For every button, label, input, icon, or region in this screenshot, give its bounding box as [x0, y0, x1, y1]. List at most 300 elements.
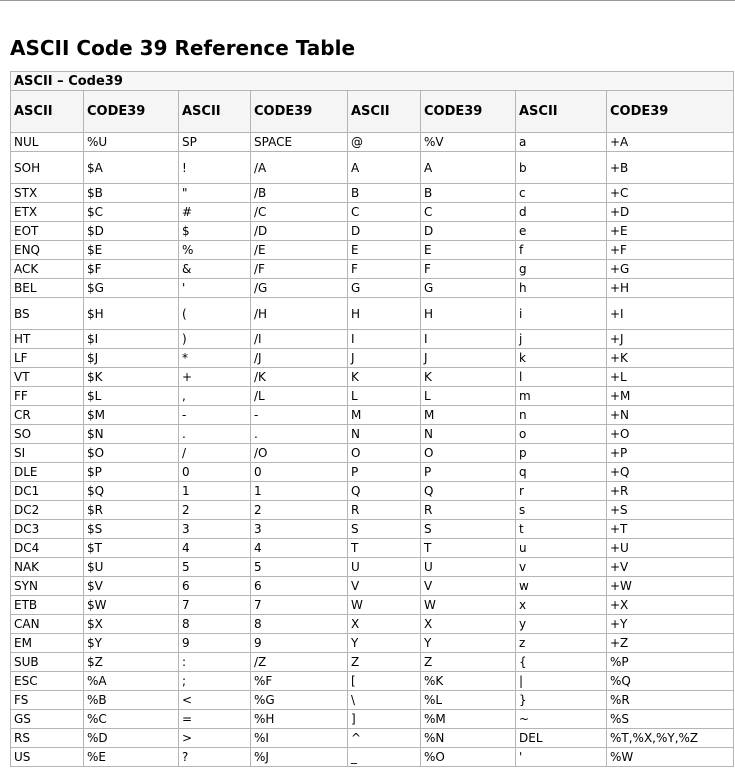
table-cell: t: [516, 520, 607, 539]
column-header: ASCII: [348, 91, 421, 133]
table-caption: ASCII – Code39: [11, 72, 734, 91]
table-cell: K: [421, 368, 516, 387]
table-row: [11, 298, 734, 330]
table-cell: &: [179, 260, 251, 279]
table-cell: k: [516, 349, 607, 368]
table-cell: ": [179, 184, 251, 203]
table-cell: c: [516, 184, 607, 203]
table-cell: SUB: [11, 653, 84, 672]
table-cell: $Z: [84, 653, 179, 672]
table-cell: EM: [11, 634, 84, 653]
table-cell: @: [348, 133, 421, 152]
table-cell: 1: [179, 482, 251, 501]
column-header: CODE39: [84, 91, 179, 133]
table-cell: 7: [179, 596, 251, 615]
table-row: [11, 520, 734, 539]
table-cell: $B: [84, 184, 179, 203]
table-cell: V: [421, 577, 516, 596]
table-cell: Q: [348, 482, 421, 501]
table-row: [11, 729, 734, 748]
table-row: [11, 184, 734, 203]
table-cell: +L: [607, 368, 734, 387]
table-row: [11, 710, 734, 729]
ascii-code39-table: [10, 71, 734, 767]
table-cell: Y: [421, 634, 516, 653]
table-cell: %S: [607, 710, 734, 729]
table-cell: K: [348, 368, 421, 387]
table-cell: ?: [179, 748, 251, 767]
table-cell: D: [421, 222, 516, 241]
table-cell: SO: [11, 425, 84, 444]
table-cell: $K: [84, 368, 179, 387]
table-cell: G: [421, 279, 516, 298]
table-cell: M: [348, 406, 421, 425]
table-cell: %O: [421, 748, 516, 767]
table-cell: a: [516, 133, 607, 152]
table-cell: g: [516, 260, 607, 279]
table-cell: #: [179, 203, 251, 222]
table-cell: b: [516, 152, 607, 184]
table-cell: 5: [251, 558, 348, 577]
table-row: [11, 558, 734, 577]
table-cell: O: [421, 444, 516, 463]
table-cell: %N: [421, 729, 516, 748]
table-row: [11, 279, 734, 298]
table-cell: /I: [251, 330, 348, 349]
table-cell: $T: [84, 539, 179, 558]
table-cell: -: [251, 406, 348, 425]
table-cell: /H: [251, 298, 348, 330]
table-row: [11, 425, 734, 444]
table-cell: }: [516, 691, 607, 710]
table-cell: C: [421, 203, 516, 222]
table-cell: F: [348, 260, 421, 279]
table-cell: SOH: [11, 152, 84, 184]
table-cell: %: [179, 241, 251, 260]
table-row: [11, 482, 734, 501]
table-cell: |: [516, 672, 607, 691]
table-cell: U: [348, 558, 421, 577]
column-header: CODE39: [607, 91, 734, 133]
table-cell: +N: [607, 406, 734, 425]
table-cell: m: [516, 387, 607, 406]
table-cell: +T: [607, 520, 734, 539]
table-cell: /J: [251, 349, 348, 368]
table-cell: %D: [84, 729, 179, 748]
table-cell: i: [516, 298, 607, 330]
table-cell: >: [179, 729, 251, 748]
table-cell: v: [516, 558, 607, 577]
table-row: [11, 222, 734, 241]
table-cell: $L: [84, 387, 179, 406]
table-cell: $F: [84, 260, 179, 279]
table-cell: +Y: [607, 615, 734, 634]
table-cell: +G: [607, 260, 734, 279]
table-row: [11, 133, 734, 152]
table-cell: %T,%X,%Y,%Z: [607, 729, 734, 748]
table-cell: %Q: [607, 672, 734, 691]
table-cell: ACK: [11, 260, 84, 279]
table-cell: %B: [84, 691, 179, 710]
table-cell: ': [179, 279, 251, 298]
table-cell: X: [421, 615, 516, 634]
table-cell: S: [421, 520, 516, 539]
table-cell: $U: [84, 558, 179, 577]
table-cell: h: [516, 279, 607, 298]
table-row: [11, 691, 734, 710]
table-cell: ~: [516, 710, 607, 729]
table-cell: +: [179, 368, 251, 387]
table-cell: +X: [607, 596, 734, 615]
table-cell: +P: [607, 444, 734, 463]
table-cell: I: [421, 330, 516, 349]
table-cell: BEL: [11, 279, 84, 298]
table-cell: GS: [11, 710, 84, 729]
table-cell: +S: [607, 501, 734, 520]
table-cell: $S: [84, 520, 179, 539]
table-cell: BS: [11, 298, 84, 330]
table-cell: /L: [251, 387, 348, 406]
table-cell: %H: [251, 710, 348, 729]
table-row: [11, 203, 734, 222]
table-cell: $: [179, 222, 251, 241]
table-cell: 0: [179, 463, 251, 482]
table-row: [11, 260, 734, 279]
table-cell: [: [348, 672, 421, 691]
table-row: [11, 634, 734, 653]
table-cell: R: [421, 501, 516, 520]
top-divider: [0, 0, 735, 1]
table-cell: SPACE: [251, 133, 348, 152]
table-cell: ;: [179, 672, 251, 691]
table-cell: +W: [607, 577, 734, 596]
table-cell: Q: [421, 482, 516, 501]
table-cell: -: [179, 406, 251, 425]
table-row: [11, 368, 734, 387]
table-cell: $Q: [84, 482, 179, 501]
table-cell: HT: [11, 330, 84, 349]
table-cell: SYN: [11, 577, 84, 596]
table-cell: ENQ: [11, 241, 84, 260]
table-row: [11, 672, 734, 691]
table-row: [11, 406, 734, 425]
table-cell: I: [348, 330, 421, 349]
table-cell: N: [421, 425, 516, 444]
table-cell: ): [179, 330, 251, 349]
table-cell: C: [348, 203, 421, 222]
table-cell: .: [179, 425, 251, 444]
table-cell: %R: [607, 691, 734, 710]
table-cell: +O: [607, 425, 734, 444]
table-cell: $O: [84, 444, 179, 463]
table-cell: $E: [84, 241, 179, 260]
table-cell: %G: [251, 691, 348, 710]
table-cell: o: [516, 425, 607, 444]
table-row: [11, 615, 734, 634]
table-cell: 1: [251, 482, 348, 501]
table-cell: %W: [607, 748, 734, 767]
table-row: [11, 444, 734, 463]
table-cell: /E: [251, 241, 348, 260]
table-cell: STX: [11, 184, 84, 203]
table-cell: 9: [179, 634, 251, 653]
table-cell: _: [348, 748, 421, 767]
table-cell: Y: [348, 634, 421, 653]
table-cell: +K: [607, 349, 734, 368]
table-cell: V: [348, 577, 421, 596]
table-cell: 8: [251, 615, 348, 634]
table-cell: E: [348, 241, 421, 260]
table-cell: +J: [607, 330, 734, 349]
table-cell: L: [348, 387, 421, 406]
table-cell: O: [348, 444, 421, 463]
table-cell: $I: [84, 330, 179, 349]
table-row: [11, 330, 734, 349]
table-cell: 8: [179, 615, 251, 634]
table-cell: %U: [84, 133, 179, 152]
table-cell: $G: [84, 279, 179, 298]
table-row: [11, 577, 734, 596]
table-cell: DC1: [11, 482, 84, 501]
table-cell: /A: [251, 152, 348, 184]
table-cell: /O: [251, 444, 348, 463]
table-cell: z: [516, 634, 607, 653]
table-cell: q: [516, 463, 607, 482]
table-cell: H: [421, 298, 516, 330]
table-cell: /G: [251, 279, 348, 298]
table-cell: 3: [251, 520, 348, 539]
table-cell: DC3: [11, 520, 84, 539]
table-cell: {: [516, 653, 607, 672]
table-cell: B: [348, 184, 421, 203]
table-cell: +I: [607, 298, 734, 330]
table-cell: %L: [421, 691, 516, 710]
table-cell: !: [179, 152, 251, 184]
table-cell: +Q: [607, 463, 734, 482]
table-cell: =: [179, 710, 251, 729]
table-cell: +H: [607, 279, 734, 298]
table-cell: %V: [421, 133, 516, 152]
table-row: [11, 596, 734, 615]
table-row: [11, 152, 734, 184]
table-row: [11, 748, 734, 767]
table-cell: F: [421, 260, 516, 279]
table-cell: FF: [11, 387, 84, 406]
table-cell: P: [348, 463, 421, 482]
table-row: [11, 539, 734, 558]
table-cell: *: [179, 349, 251, 368]
table-cell: H: [348, 298, 421, 330]
table-cell: $P: [84, 463, 179, 482]
table-cell: f: [516, 241, 607, 260]
table-row: [11, 241, 734, 260]
table-cell: s: [516, 501, 607, 520]
table-row: [11, 501, 734, 520]
table-cell: W: [421, 596, 516, 615]
table-cell: %E: [84, 748, 179, 767]
table-cell: R: [348, 501, 421, 520]
table-cell: J: [421, 349, 516, 368]
table-cell: %F: [251, 672, 348, 691]
table-cell: NUL: [11, 133, 84, 152]
table-cell: $A: [84, 152, 179, 184]
table-cell: (: [179, 298, 251, 330]
table-cell: +E: [607, 222, 734, 241]
table-cell: y: [516, 615, 607, 634]
table-cell: 5: [179, 558, 251, 577]
table-cell: U: [421, 558, 516, 577]
table-cell: T: [421, 539, 516, 558]
table-cell: ETB: [11, 596, 84, 615]
table-cell: P: [421, 463, 516, 482]
table-cell: CR: [11, 406, 84, 425]
table-cell: EOT: [11, 222, 84, 241]
table-row: [11, 463, 734, 482]
table-cell: %A: [84, 672, 179, 691]
table-cell: A: [421, 152, 516, 184]
table-cell: $D: [84, 222, 179, 241]
table-cell: SP: [179, 133, 251, 152]
table-cell: j: [516, 330, 607, 349]
table-cell: +R: [607, 482, 734, 501]
table-cell: S: [348, 520, 421, 539]
column-header: ASCII: [516, 91, 607, 133]
page-title: ASCII Code 39 Reference Table: [10, 36, 356, 60]
column-header: CODE39: [251, 91, 348, 133]
table-row: [11, 653, 734, 672]
table-cell: /K: [251, 368, 348, 387]
table-cell: $H: [84, 298, 179, 330]
table-cell: +U: [607, 539, 734, 558]
table-cell: FS: [11, 691, 84, 710]
table-row: [11, 387, 734, 406]
table-cell: D: [348, 222, 421, 241]
table-cell: 3: [179, 520, 251, 539]
table-cell: N: [348, 425, 421, 444]
table-cell: 0: [251, 463, 348, 482]
table-cell: DEL: [516, 729, 607, 748]
table-cell: u: [516, 539, 607, 558]
table-cell: Z: [348, 653, 421, 672]
table-cell: A: [348, 152, 421, 184]
table-cell: RS: [11, 729, 84, 748]
table-cell: %J: [251, 748, 348, 767]
table-cell: %P: [607, 653, 734, 672]
table-cell: J: [348, 349, 421, 368]
table-cell: 9: [251, 634, 348, 653]
table-cell: +B: [607, 152, 734, 184]
table-cell: $J: [84, 349, 179, 368]
table-cell: 7: [251, 596, 348, 615]
table-cell: <: [179, 691, 251, 710]
table-cell: E: [421, 241, 516, 260]
table-cell: T: [348, 539, 421, 558]
table-cell: +C: [607, 184, 734, 203]
table-cell: $N: [84, 425, 179, 444]
table-cell: ]: [348, 710, 421, 729]
table-cell: /C: [251, 203, 348, 222]
table-cell: %K: [421, 672, 516, 691]
table-cell: DLE: [11, 463, 84, 482]
table-cell: %C: [84, 710, 179, 729]
table-cell: 4: [179, 539, 251, 558]
table-cell: ESC: [11, 672, 84, 691]
table-cell: B: [421, 184, 516, 203]
table-cell: /: [179, 444, 251, 463]
table-cell: n: [516, 406, 607, 425]
table-cell: $M: [84, 406, 179, 425]
table-cell: +F: [607, 241, 734, 260]
table-cell: Z: [421, 653, 516, 672]
table-cell: ,: [179, 387, 251, 406]
table-cell: X: [348, 615, 421, 634]
table-cell: +Z: [607, 634, 734, 653]
table-cell: $X: [84, 615, 179, 634]
table-cell: +D: [607, 203, 734, 222]
table-cell: CAN: [11, 615, 84, 634]
table-cell: /Z: [251, 653, 348, 672]
table-cell: $C: [84, 203, 179, 222]
table-cell: VT: [11, 368, 84, 387]
table-cell: p: [516, 444, 607, 463]
table-cell: DC4: [11, 539, 84, 558]
table-cell: ': [516, 748, 607, 767]
table-cell: /F: [251, 260, 348, 279]
table-cell: .: [251, 425, 348, 444]
table-row: [11, 349, 734, 368]
table-cell: r: [516, 482, 607, 501]
table-cell: x: [516, 596, 607, 615]
table-cell: DC2: [11, 501, 84, 520]
table-cell: LF: [11, 349, 84, 368]
table-cell: +A: [607, 133, 734, 152]
table-cell: %I: [251, 729, 348, 748]
table-cell: +M: [607, 387, 734, 406]
table-cell: $V: [84, 577, 179, 596]
table-cell: US: [11, 748, 84, 767]
table-cell: \: [348, 691, 421, 710]
table-cell: %M: [421, 710, 516, 729]
table-cell: G: [348, 279, 421, 298]
table-cell: /B: [251, 184, 348, 203]
table-cell: 6: [251, 577, 348, 596]
table-cell: $W: [84, 596, 179, 615]
table-cell: NAK: [11, 558, 84, 577]
table-cell: 6: [179, 577, 251, 596]
table-cell: SI: [11, 444, 84, 463]
column-header: CODE39: [421, 91, 516, 133]
table-cell: w: [516, 577, 607, 596]
column-header: ASCII: [11, 91, 84, 133]
table-cell: l: [516, 368, 607, 387]
table-cell: 2: [251, 501, 348, 520]
table-cell: :: [179, 653, 251, 672]
table-cell: $Y: [84, 634, 179, 653]
table-cell: +V: [607, 558, 734, 577]
table-cell: 2: [179, 501, 251, 520]
table-cell: W: [348, 596, 421, 615]
table-cell: L: [421, 387, 516, 406]
table-cell: 4: [251, 539, 348, 558]
column-header: ASCII: [179, 91, 251, 133]
table-cell: $R: [84, 501, 179, 520]
table-cell: ETX: [11, 203, 84, 222]
table-cell: d: [516, 203, 607, 222]
table-cell: M: [421, 406, 516, 425]
table-cell: /D: [251, 222, 348, 241]
table-cell: e: [516, 222, 607, 241]
table-cell: ^: [348, 729, 421, 748]
